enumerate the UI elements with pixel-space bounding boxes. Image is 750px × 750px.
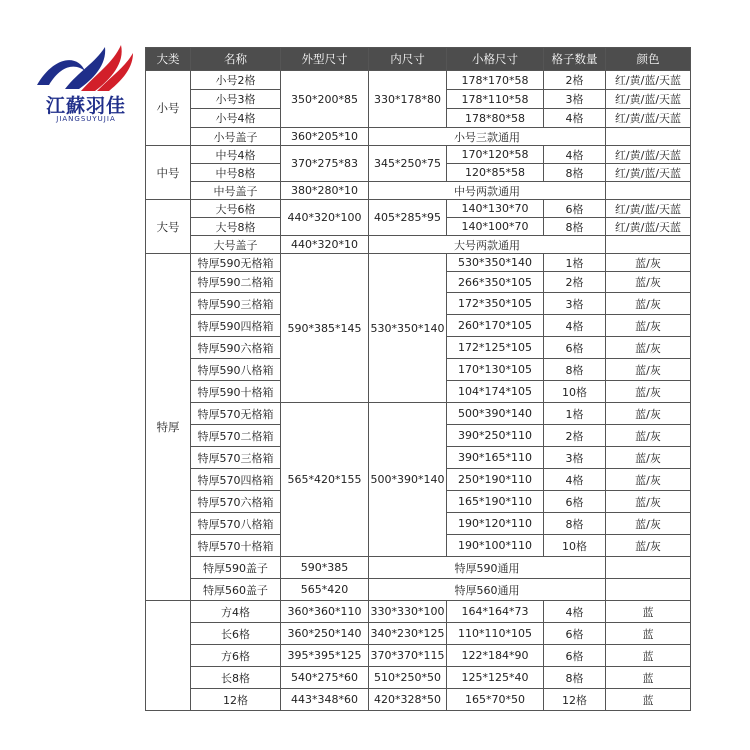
grid-count-cell: 3格 xyxy=(544,293,606,315)
grid-count-cell: 6格 xyxy=(544,623,606,645)
color-cell: 蓝/灰 xyxy=(606,254,691,272)
name-cell: 特厚590六格箱 xyxy=(191,337,281,359)
grid-size-cell: 190*120*110 xyxy=(447,513,544,535)
grid-count-cell: 6格 xyxy=(544,200,606,218)
table-row xyxy=(146,182,691,200)
name-cell: 大号盖子 xyxy=(191,236,281,254)
swoosh-logo-icon xyxy=(35,45,135,93)
grid-size-cell: 190*100*110 xyxy=(447,535,544,557)
grid-size-cell: 178*80*58 xyxy=(447,109,544,128)
table-row xyxy=(146,645,691,667)
color-cell: 红/黄/蓝/天蓝 xyxy=(606,90,691,109)
name-cell: 大号8格 xyxy=(191,218,281,236)
grid-count-cell: 1格 xyxy=(544,254,606,272)
outer-size-cell: 565*420 xyxy=(281,579,369,601)
grid-count-cell: 8格 xyxy=(544,667,606,689)
outer-size-cell: 590*385 xyxy=(281,557,369,579)
grid-count-cell: 4格 xyxy=(544,109,606,128)
header-grid-size: 小格尺寸 xyxy=(447,48,544,71)
name-cell: 特厚590三格箱 xyxy=(191,293,281,315)
name-cell: 特厚590十格箱 xyxy=(191,381,281,403)
grid-count-cell: 4格 xyxy=(544,601,606,623)
color-cell: 蓝/灰 xyxy=(606,381,691,403)
table-row xyxy=(146,128,691,146)
grid-count-cell: 3格 xyxy=(544,447,606,469)
table-row xyxy=(146,403,691,425)
grid-size-cell: 125*125*40 xyxy=(447,667,544,689)
name-cell: 小号3格 xyxy=(191,90,281,109)
color-cell: 蓝/灰 xyxy=(606,293,691,315)
header-name: 名称 xyxy=(191,48,281,71)
name-cell: 特厚570八格箱 xyxy=(191,513,281,535)
name-cell: 特厚590四格箱 xyxy=(191,315,281,337)
color-cell xyxy=(606,182,691,200)
color-cell: 蓝/灰 xyxy=(606,272,691,293)
color-cell: 蓝 xyxy=(606,601,691,623)
grid-size-cell: 165*190*110 xyxy=(447,491,544,513)
grid-size-cell: 120*85*58 xyxy=(447,164,544,182)
inner-size-cell: 345*250*75 xyxy=(369,146,447,182)
inner-size-cell: 370*370*115 xyxy=(369,645,447,667)
color-cell xyxy=(606,557,691,579)
name-cell: 特厚570二格箱 xyxy=(191,425,281,447)
name-cell: 中号4格 xyxy=(191,146,281,164)
table-header-row xyxy=(146,48,691,71)
category-cell: 中号 xyxy=(146,146,191,200)
color-cell: 蓝/灰 xyxy=(606,469,691,491)
color-cell xyxy=(606,128,691,146)
grid-size-cell: 178*170*58 xyxy=(447,71,544,90)
grid-count-cell: 10格 xyxy=(544,381,606,403)
name-cell: 长6格 xyxy=(191,623,281,645)
header-outer-size: 外型尺寸 xyxy=(281,48,369,71)
brand-subtitle: JIANGSUYUJIA xyxy=(56,115,116,123)
grid-size-cell: 390*250*110 xyxy=(447,425,544,447)
grid-count-cell: 4格 xyxy=(544,469,606,491)
inner-size-cell: 420*328*50 xyxy=(369,689,447,711)
outer-size-cell: 370*275*83 xyxy=(281,146,369,182)
grid-count-cell: 10格 xyxy=(544,535,606,557)
name-cell: 12格 xyxy=(191,689,281,711)
table-row xyxy=(146,146,691,164)
outer-size-cell: 360*360*110 xyxy=(281,601,369,623)
outer-size-cell: 360*205*10 xyxy=(281,128,369,146)
grid-count-cell: 8格 xyxy=(544,513,606,535)
color-cell: 蓝/灰 xyxy=(606,425,691,447)
grid-size-cell: 122*184*90 xyxy=(447,645,544,667)
category-cell: 小号 xyxy=(146,71,191,146)
grid-count-cell: 4格 xyxy=(544,315,606,337)
grid-count-cell: 6格 xyxy=(544,491,606,513)
grid-count-cell: 1格 xyxy=(544,403,606,425)
color-cell: 蓝/灰 xyxy=(606,513,691,535)
table-row xyxy=(146,71,691,90)
color-cell: 蓝/灰 xyxy=(606,491,691,513)
color-cell: 蓝 xyxy=(606,623,691,645)
color-cell: 蓝/灰 xyxy=(606,403,691,425)
grid-count-cell: 6格 xyxy=(544,337,606,359)
name-cell: 中号8格 xyxy=(191,164,281,182)
table-row xyxy=(146,623,691,645)
name-cell: 特厚570无格箱 xyxy=(191,403,281,425)
name-cell: 特厚590盖子 xyxy=(191,557,281,579)
color-cell: 红/黄/蓝/天蓝 xyxy=(606,71,691,90)
name-cell: 小号4格 xyxy=(191,109,281,128)
brand-name: 江蘇羽佳 xyxy=(45,95,126,117)
name-cell: 特厚570十格箱 xyxy=(191,535,281,557)
outer-size-cell: 540*275*60 xyxy=(281,667,369,689)
color-cell xyxy=(606,579,691,601)
grid-size-cell: 104*174*105 xyxy=(447,381,544,403)
grid-size-cell: 170*120*58 xyxy=(447,146,544,164)
grid-size-cell: 110*110*105 xyxy=(447,623,544,645)
inner-size-cell: 510*250*50 xyxy=(369,667,447,689)
grid-size-cell: 165*70*50 xyxy=(447,689,544,711)
outer-size-cell: 440*320*10 xyxy=(281,236,369,254)
outer-size-cell: 395*395*125 xyxy=(281,645,369,667)
name-cell: 特厚570四格箱 xyxy=(191,469,281,491)
color-cell: 蓝/灰 xyxy=(606,535,691,557)
table-row xyxy=(146,254,691,272)
inner-size-cell: 500*390*140 xyxy=(369,403,447,557)
color-cell: 蓝/灰 xyxy=(606,359,691,381)
grid-size-cell: 172*125*105 xyxy=(447,337,544,359)
grid-count-cell: 8格 xyxy=(544,164,606,182)
grid-size-cell: 164*164*73 xyxy=(447,601,544,623)
grid-size-cell: 170*130*105 xyxy=(447,359,544,381)
category-cell: 特厚 xyxy=(146,254,191,601)
inner-size-cell: 530*350*140 xyxy=(369,254,447,403)
table-row xyxy=(146,601,691,623)
name-cell: 小号2格 xyxy=(191,71,281,90)
name-cell: 中号盖子 xyxy=(191,182,281,200)
grid-count-cell: 2格 xyxy=(544,272,606,293)
color-cell: 蓝/灰 xyxy=(606,337,691,359)
grid-size-cell: 390*165*110 xyxy=(447,447,544,469)
inner-size-cell: 330*330*100 xyxy=(369,601,447,623)
grid-count-cell: 2格 xyxy=(544,71,606,90)
outer-size-cell: 440*320*100 xyxy=(281,200,369,236)
name-cell: 特厚570六格箱 xyxy=(191,491,281,513)
header-inner-size: 内尺寸 xyxy=(369,48,447,71)
color-cell: 蓝/灰 xyxy=(606,315,691,337)
color-cell: 红/黄/蓝/天蓝 xyxy=(606,164,691,182)
outer-size-cell: 443*348*60 xyxy=(281,689,369,711)
grid-size-cell: 140*130*70 xyxy=(447,200,544,218)
color-cell: 红/黄/蓝/天蓝 xyxy=(606,218,691,236)
name-cell: 特厚590八格箱 xyxy=(191,359,281,381)
table-row xyxy=(146,667,691,689)
color-cell: 蓝 xyxy=(606,645,691,667)
grid-count-cell: 8格 xyxy=(544,359,606,381)
header-color: 颜色 xyxy=(606,48,691,71)
grid-count-cell: 4格 xyxy=(544,146,606,164)
outer-size-cell: 565*420*155 xyxy=(281,403,369,557)
grid-count-cell: 12格 xyxy=(544,689,606,711)
inner-size-cell: 405*285*95 xyxy=(369,200,447,236)
table-row xyxy=(146,689,691,711)
grid-count-cell: 3格 xyxy=(544,90,606,109)
grid-count-cell: 8格 xyxy=(544,218,606,236)
table-row xyxy=(146,200,691,218)
grid-size-cell: 260*170*105 xyxy=(447,315,544,337)
color-cell: 红/黄/蓝/天蓝 xyxy=(606,109,691,128)
color-cell xyxy=(606,236,691,254)
note-cell: 大号两款通用 xyxy=(369,236,606,254)
table-row xyxy=(146,557,691,579)
color-cell: 蓝 xyxy=(606,667,691,689)
grid-count-cell: 2格 xyxy=(544,425,606,447)
name-cell: 方6格 xyxy=(191,645,281,667)
inner-size-cell: 340*230*125 xyxy=(369,623,447,645)
grid-size-cell: 500*390*140 xyxy=(447,403,544,425)
name-cell: 特厚590无格箱 xyxy=(191,254,281,272)
header-category: 大类 xyxy=(146,48,191,71)
outer-size-cell: 380*280*10 xyxy=(281,182,369,200)
table-row xyxy=(146,236,691,254)
note-cell: 特厚590通用 xyxy=(369,557,606,579)
header-grid-count: 格子数量 xyxy=(544,48,606,71)
name-cell: 特厚570三格箱 xyxy=(191,447,281,469)
grid-size-cell: 172*350*105 xyxy=(447,293,544,315)
name-cell: 长8格 xyxy=(191,667,281,689)
name-cell: 小号盖子 xyxy=(191,128,281,146)
table-row xyxy=(146,579,691,601)
name-cell: 特厚560盖子 xyxy=(191,579,281,601)
note-cell: 中号两款通用 xyxy=(369,182,606,200)
name-cell: 大号6格 xyxy=(191,200,281,218)
outer-size-cell: 360*250*140 xyxy=(281,623,369,645)
color-cell: 红/黄/蓝/天蓝 xyxy=(606,146,691,164)
color-cell: 红/黄/蓝/天蓝 xyxy=(606,200,691,218)
grid-size-cell: 250*190*110 xyxy=(447,469,544,491)
name-cell: 方4格 xyxy=(191,601,281,623)
note-cell: 特厚560通用 xyxy=(369,579,606,601)
product-spec-table xyxy=(145,47,691,711)
grid-count-cell: 6格 xyxy=(544,645,606,667)
grid-size-cell: 266*350*105 xyxy=(447,272,544,293)
color-cell: 蓝/灰 xyxy=(606,447,691,469)
note-cell: 小号三款通用 xyxy=(369,128,606,146)
outer-size-cell: 590*385*145 xyxy=(281,254,369,403)
outer-size-cell: 350*200*85 xyxy=(281,71,369,128)
category-cell xyxy=(146,601,191,711)
category-cell: 大号 xyxy=(146,200,191,254)
grid-size-cell: 178*110*58 xyxy=(447,90,544,109)
grid-size-cell: 140*100*70 xyxy=(447,218,544,236)
grid-size-cell: 530*350*140 xyxy=(447,254,544,272)
brand-logo xyxy=(30,45,140,125)
color-cell: 蓝 xyxy=(606,689,691,711)
name-cell: 特厚590二格箱 xyxy=(191,272,281,293)
inner-size-cell: 330*178*80 xyxy=(369,71,447,128)
